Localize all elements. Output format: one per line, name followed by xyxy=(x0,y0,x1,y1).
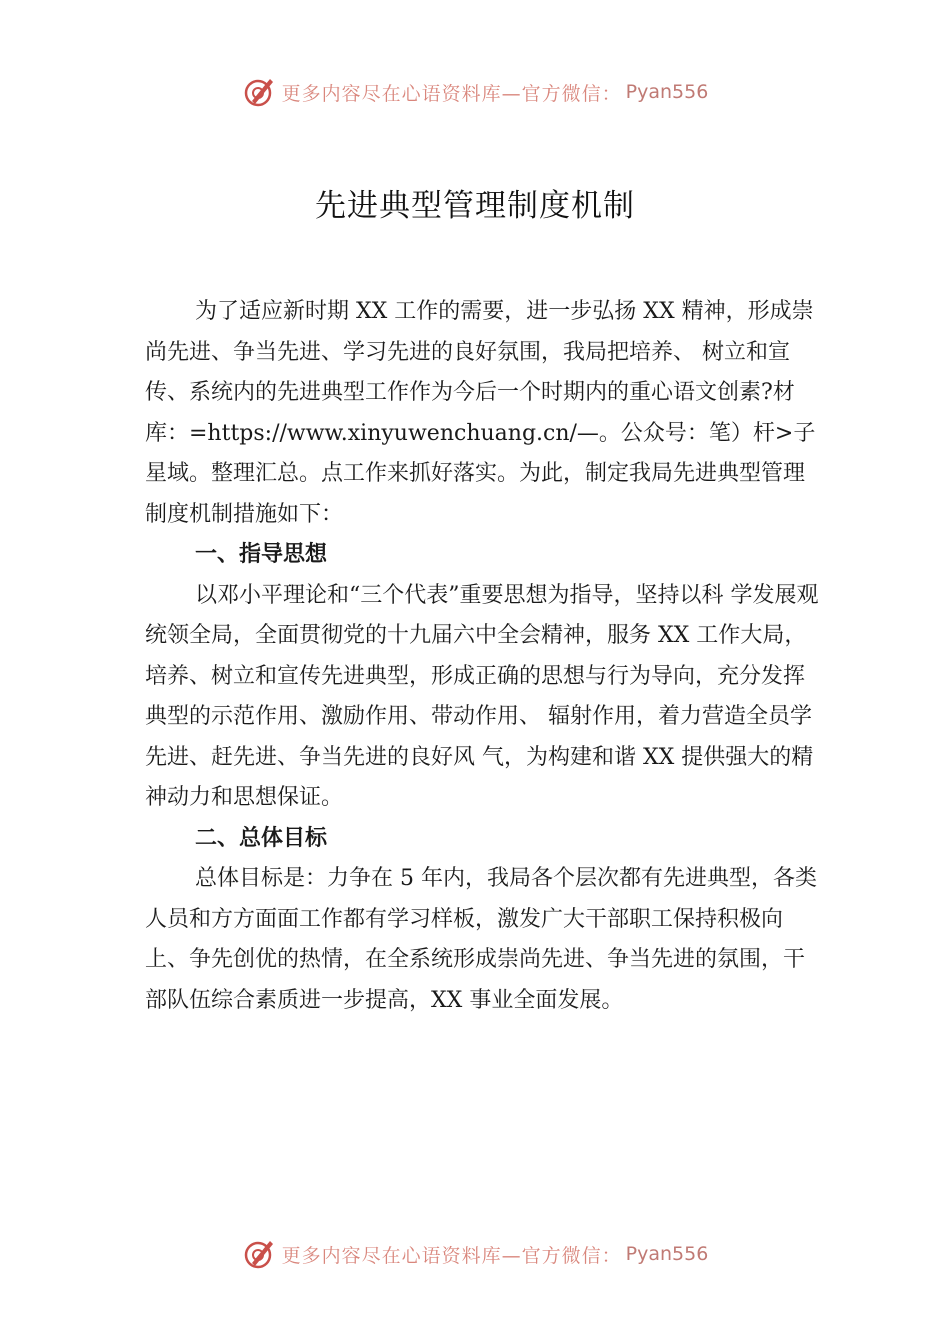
section-paragraph-guiding-ideology: 以邓小平理论和“三个代表”重要思想为指导，坚持以科 学发展观统领全局，全面贯彻党的十九届六中全会精神，服务 XX 工作大局，培养、树立和宣传先进典型，形成正确的思想与行为导向，充分发挥典型的示范作用、激励作用、带动作用、 辐射作用，着力营造全员学先进、赶先进、争当先进的良好风 气，为构建和谐 XX 提供强大的精神动力和思想保证。 xyxy=(145,582,819,810)
document-body xyxy=(145,292,825,1021)
banner-wechat-id: Pyan556 xyxy=(625,81,709,103)
intro-paragraph: 为了适应新时期 XX 工作的需要，进一步弘扬 XX 精神，形成崇尚先进、争当先进、学习先进的良好氛围，我局把培养、 树立和宣传、系统内的先进典型工作作为今后一个时期内的重心语文创素?材库：=https://www.xinyuwenchuang.cn/—。公众号：笔）杆>子星域。整理汇总。点工作来抓好落实。为此，制定我局先进典型管理制度机制措施如下： xyxy=(145,299,816,527)
section-heading-overall-goal: 二、总体目标 xyxy=(195,825,328,851)
pen-logo-icon xyxy=(242,75,276,109)
banner-text: 更多内容尽在心语资料库—官方微信： xyxy=(281,82,622,105)
section-heading-guiding-ideology: 一、指导思想 xyxy=(195,542,328,567)
banner-text: 更多内容尽在心语资料库—官方微信： xyxy=(281,1244,622,1267)
banner-wechat-id: Pyan556 xyxy=(625,1243,709,1265)
header-banner xyxy=(0,72,950,112)
footer-banner xyxy=(0,1234,950,1274)
pen-logo-icon xyxy=(242,1237,276,1271)
page-title: 先进典型管理制度机制 xyxy=(315,188,635,224)
section-paragraph-overall-goal: 总体目标是：力争在 5 年内，我局各个层次都有先进典型，各类人员和方方面面工作都有学习样板，激发广大干部职工保持积极向上、争先创优的热情，在全系统形成崇尚先进、争当先进的氛围，干部队伍综合素质进一步提高，XX 事业全面发展。 xyxy=(145,866,817,1013)
